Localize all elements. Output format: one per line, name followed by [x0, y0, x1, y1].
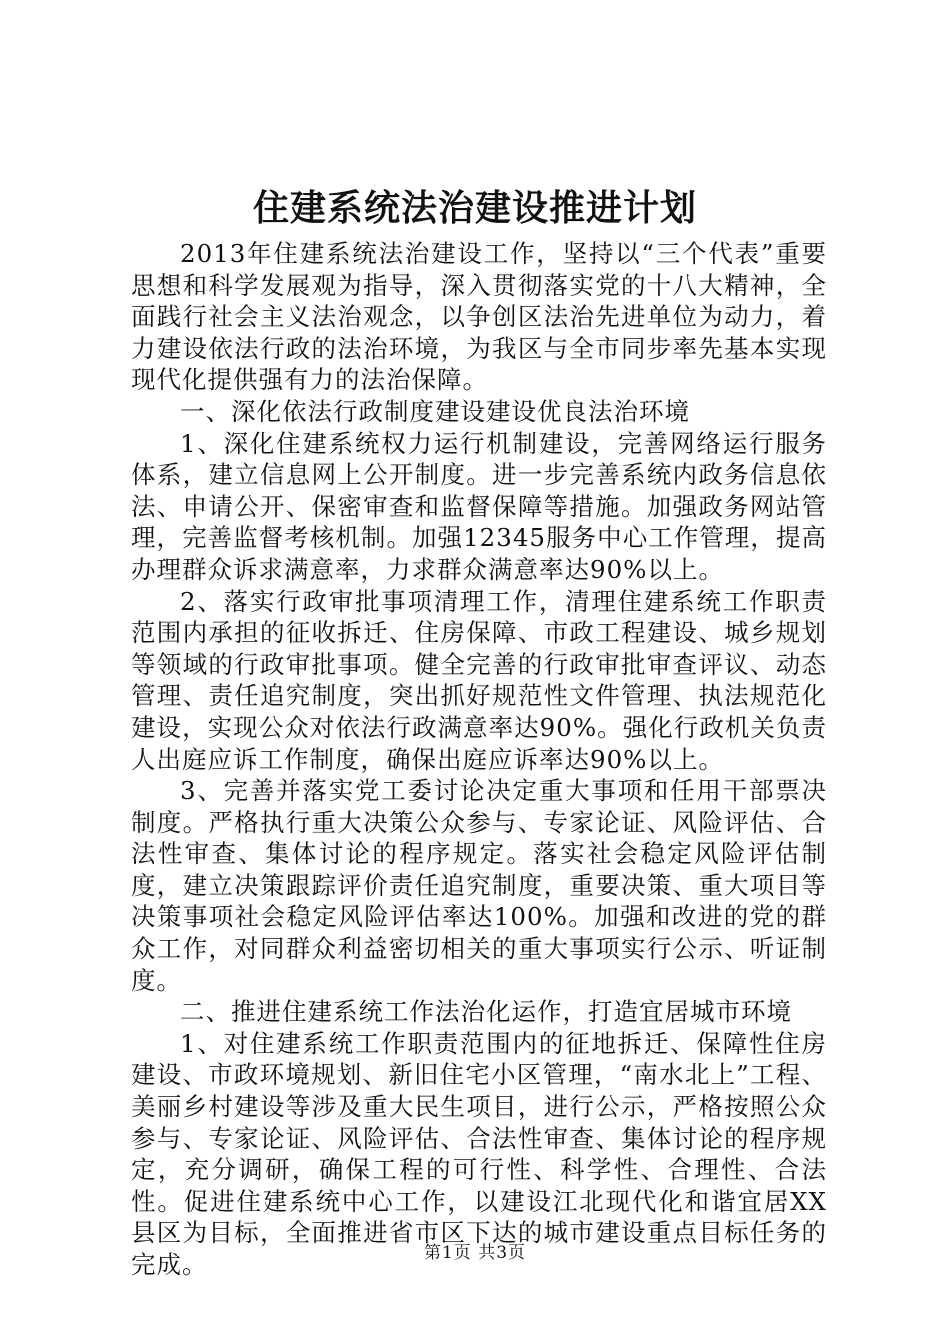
- paragraph-1-2: 2、落实行政审批事项清理工作，清理住建系统工作职责范围内承担的征收拆迁、住房保障、市政工程建设、城乡规划等领域的行政审批事项。健全完善的行政审批审查评议、动态管理、责任追究制度，突出抓好规范性文件管理、执法规范化建设，实现公众对依法行政满意率达90%。强化行政机关负责人出庭应诉工作制度，确保出庭应诉率达90%以上。: [131, 586, 827, 774]
- paragraph-intro: 2013年住建系统法治建设工作，坚持以“三个代表”重要思想和科学发展观为指导，深入贯彻落实党的十八大精神，全面践行社会主义法治观念，以争创区法治先进单位为动力，着力建设依法行政的法治环境，为我区与全市同步率先基本实现现代化提供强有力的法治保障。: [131, 239, 827, 395]
- document-body: [131, 238, 827, 1281]
- section-heading-2: 二、推进住建系统工作法治化运作，打造宜居城市环境: [180, 997, 792, 1027]
- paragraph-1-1: 1、深化住建系统权力运行机制建设，完善网络运行服务体系，建立信息网上公开制度。进一步完善系统内政务信息依法、申请公开、保密审查和监督保障等措施。加强政务网站管理，完善监督考核机制。加强12345服务中心工作管理，提高办理群众诉求满意率，力求群众满意率达90%以上。: [131, 428, 827, 584]
- section-heading-1: 一、深化依法行政制度建设建设优良法治环境: [180, 396, 690, 426]
- document-title: 住建系统法治建设推进计划: [252, 187, 697, 229]
- paragraph-1-3: 3、完善并落实党工委讨论决定重大事项和任用干部票决制度。严格执行重大决策公众参与、专家论证、风险评估、合法性审查、集体讨论的程序规定。落实社会稳定风险评估制度，建立决策跟踪评价责任追究制度，重要决策、重大项目等决策事项社会稳定风险评估率达100%。加强和改进的党的群众工作，对同群众利益密切相关的重大事项实行公示、听证制度。: [131, 776, 827, 995]
- page-number-footer: 第1页 共3页: [423, 1243, 527, 1263]
- paragraph-2-1: 1、对住建系统工作职责范围内的征地拆迁、保障性住房建设、市政环境规划、新旧住宅小区管理，“南水北上”工程、美丽乡村建设等涉及重大民生项目，进行公示，严格按照公众参与、专家论证、风险评估、合法性审查、集体讨论的程序规定，充分调研，确保工程的可行性、科学性、合理性、合法性。促进住建系统中心工作，以建设江北现代化和谐宜居XX县区为目标，全面推进省市区下达的城市建设重点目标任务的完成。: [131, 1028, 827, 1279]
